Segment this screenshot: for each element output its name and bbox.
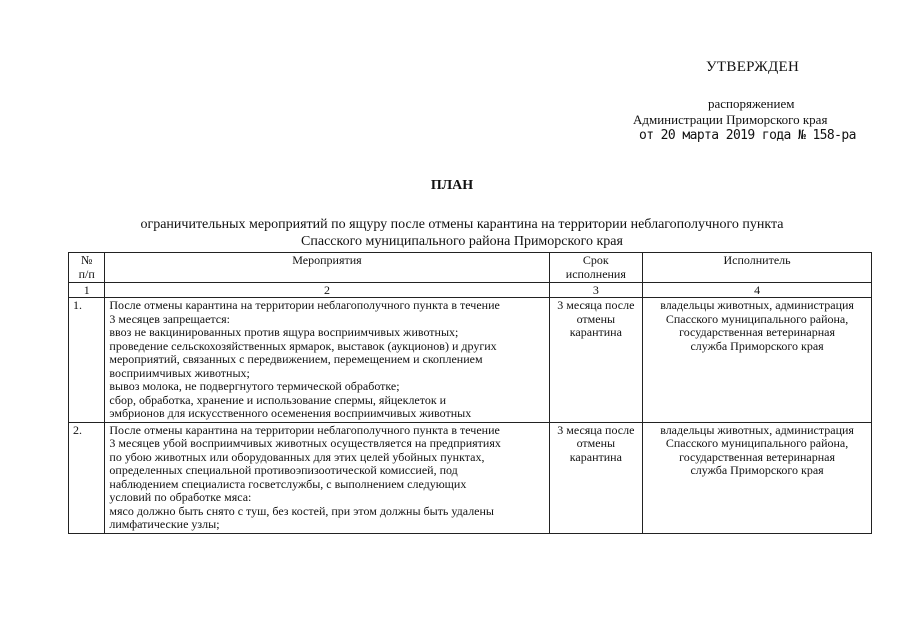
column-number: 3 bbox=[549, 283, 643, 298]
activity-line: 3 месяцев убой восприимчивых животных осуществляется на предприятиях bbox=[109, 436, 501, 450]
row-activity bbox=[105, 298, 549, 423]
executor-line: Спасского муниципального района, bbox=[665, 311, 849, 326]
activity-line: эмбрионов для искусственного осеменения восприимчивых животных bbox=[109, 406, 472, 420]
term-line: карантина bbox=[569, 449, 622, 464]
activity-line: вывоз молока, не подвергнутого термической обработке; bbox=[109, 379, 400, 393]
header-term-line1: Срок bbox=[582, 253, 609, 267]
approved-stamp: УТВЕРЖДЕН bbox=[706, 59, 800, 75]
row-term bbox=[549, 298, 643, 423]
executor-line: служба Приморского края bbox=[690, 338, 824, 353]
executor-line: владельцы животных, администрация bbox=[660, 298, 854, 312]
executor-line: Спасского муниципального района, bbox=[665, 436, 849, 450]
row-activity bbox=[105, 422, 549, 533]
header-activities: Мероприятия bbox=[105, 253, 549, 283]
executor-line: государственная ветеринарная bbox=[679, 325, 836, 339]
header-number-line1: № bbox=[80, 253, 93, 267]
row-executor bbox=[643, 298, 872, 423]
row-number: 2. bbox=[69, 422, 105, 533]
term-line: 3 месяца после bbox=[557, 422, 635, 437]
column-number-row bbox=[69, 283, 872, 298]
header-number-line2: п/п bbox=[78, 266, 95, 281]
executor-line: государственная ветеринарная bbox=[679, 449, 836, 464]
activity-line: наблюдением специалиста госветслужбы, с выполнением следующих bbox=[109, 476, 467, 491]
table-row bbox=[69, 422, 872, 533]
term-line: карантина bbox=[569, 325, 622, 339]
activity-line: мероприятий, связанных с передвижением, перемещением и скоплением bbox=[109, 352, 483, 366]
column-number: 2 bbox=[105, 283, 549, 298]
activity-line: проведение сельскохозяйственных ярмарок, выставок (аукционов) и других bbox=[109, 338, 497, 353]
term-line: отмены bbox=[576, 311, 616, 326]
document-subtitle-line2: Спасского муниципального района Приморского края bbox=[301, 234, 623, 249]
activity-line: определенных специальной противоэпизоотической комиссией, под bbox=[109, 463, 458, 477]
header-number bbox=[69, 253, 105, 283]
order-issuer: Администрации Приморского края bbox=[633, 112, 828, 127]
executor-line: служба Приморского края bbox=[690, 463, 824, 477]
executor-line: владельцы животных, администрация bbox=[660, 422, 854, 437]
row-term bbox=[549, 422, 643, 533]
activity-line: восприимчивых животных; bbox=[109, 365, 250, 380]
document-subtitle-line1: ограничительных мероприятий по ящуру после отмены карантина на территории неблагополучного пункта bbox=[140, 217, 784, 232]
activity-line: После отмены карантина на территории неблагополучного пункта в течение bbox=[109, 298, 500, 312]
column-number: 4 bbox=[643, 283, 872, 298]
plan-table bbox=[68, 252, 872, 534]
activity-line: мясо должно быть снято с туш, без костей, при этом должны быть удалены bbox=[109, 503, 494, 518]
header-term-line2: исполнения bbox=[565, 266, 626, 281]
table-row bbox=[69, 298, 872, 423]
table-header-row bbox=[69, 253, 872, 283]
activity-line: условий по обработке мяса: bbox=[109, 490, 252, 504]
activity-line: 3 месяцев запрещается: bbox=[109, 311, 230, 326]
document-title: ПЛАН bbox=[430, 178, 474, 193]
header-term bbox=[549, 253, 643, 283]
order-date-number: от 20 марта 2019 года № 158-ра bbox=[639, 128, 856, 143]
term-line: отмены bbox=[576, 436, 616, 450]
activity-line: лимфатические узлы; bbox=[109, 517, 220, 531]
row-executor bbox=[643, 422, 872, 533]
column-number: 1 bbox=[69, 283, 105, 298]
header-executor: Исполнитель bbox=[643, 253, 872, 283]
activity-line: После отмены карантина на территории неблагополучного пункта в течение bbox=[109, 422, 500, 437]
term-line: 3 месяца после bbox=[557, 298, 635, 312]
activity-line: сбор, обработка, хранение и использование спермы, яйцеклеток и bbox=[109, 392, 447, 407]
row-number: 1. bbox=[69, 298, 105, 423]
order-reference-word: распоряжением bbox=[708, 96, 795, 111]
activity-line: ввоз не вакцинированных против ящура восприимчивых животных; bbox=[109, 325, 459, 339]
plan-table-body bbox=[69, 298, 872, 534]
activity-line: по убою животных или оборудованных для этих целей убойных пунктах, bbox=[109, 449, 485, 464]
